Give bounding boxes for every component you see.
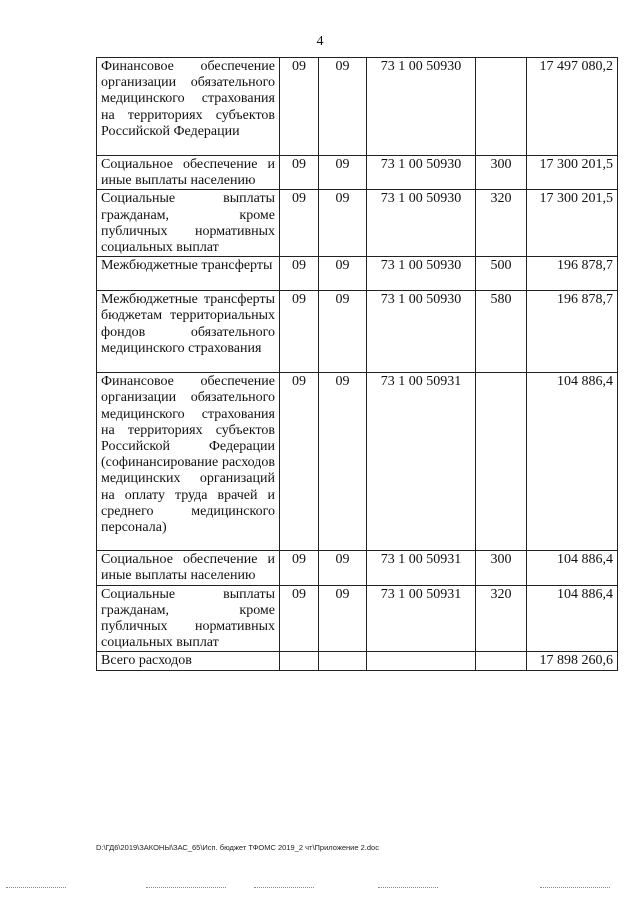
row-name-cell: Межбюджетные трансферты бюджетам территориальных фондов обязательного медицинского страхования xyxy=(97,291,280,373)
row-rz-cell: 09 xyxy=(280,585,319,652)
row-name-cell: Социальные выплаты гражданам, кроме публичных нормативных социальных выплат xyxy=(97,190,280,257)
row-pr-cell: 09 xyxy=(319,373,367,551)
row-pr-cell: 09 xyxy=(319,190,367,257)
row-csr-cell: 73 1 00 50931 xyxy=(367,373,476,551)
row-pr-cell: 09 xyxy=(319,58,367,156)
scan-artifact-line xyxy=(540,887,610,889)
row-pr-cell: 09 xyxy=(319,257,367,291)
scan-artifact-line xyxy=(378,887,438,889)
scan-artifact-line xyxy=(146,887,226,889)
row-rz-cell: 09 xyxy=(280,257,319,291)
table-body xyxy=(97,58,618,671)
row-vr-cell: 500 xyxy=(476,257,527,291)
row-vr-cell: 580 xyxy=(476,291,527,373)
table-row xyxy=(97,291,618,373)
table-row xyxy=(97,551,618,585)
row-name-cell: Социальные выплаты гражданам, кроме публичных нормативных социальных выплат xyxy=(97,585,280,652)
scan-artifact-line xyxy=(254,887,314,889)
row-rz-cell: 09 xyxy=(280,190,319,257)
table-row xyxy=(97,156,618,190)
expenditure-table xyxy=(96,57,618,671)
table-row xyxy=(97,190,618,257)
row-csr-cell: 73 1 00 50931 xyxy=(367,585,476,652)
row-sum-cell: 17 300 201,5 xyxy=(527,190,618,257)
row-sum-cell: 17 497 080,2 xyxy=(527,58,618,156)
row-vr-cell xyxy=(476,373,527,551)
row-pr-cell: 09 xyxy=(319,585,367,652)
total-empty-cell xyxy=(319,652,367,670)
row-name-cell: Межбюджетные трансферты xyxy=(97,257,280,291)
row-rz-cell: 09 xyxy=(280,551,319,585)
total-empty-cell xyxy=(367,652,476,670)
row-name-cell: Социальное обеспечение и иные выплаты населению xyxy=(97,156,280,190)
row-name-cell: Финансовое обеспечение организации обязательного медицинского страхования на территориях субъектов Российской Федерации xyxy=(97,58,280,156)
row-rz-cell: 09 xyxy=(280,291,319,373)
row-vr-cell: 320 xyxy=(476,585,527,652)
row-csr-cell: 73 1 00 50930 xyxy=(367,257,476,291)
table-row xyxy=(97,585,618,652)
total-empty-cell xyxy=(280,652,319,670)
row-pr-cell: 09 xyxy=(319,291,367,373)
row-vr-cell: 300 xyxy=(476,551,527,585)
total-empty-cell xyxy=(476,652,527,670)
row-name-cell: Социальное обеспечение и иные выплаты населению xyxy=(97,551,280,585)
row-rz-cell: 09 xyxy=(280,58,319,156)
row-sum-cell: 104 886,4 xyxy=(527,551,618,585)
table-total-row xyxy=(97,652,618,670)
table-row xyxy=(97,58,618,156)
row-sum-cell: 196 878,7 xyxy=(527,257,618,291)
table-row xyxy=(97,373,618,551)
row-sum-cell: 196 878,7 xyxy=(527,291,618,373)
row-vr-cell xyxy=(476,58,527,156)
row-csr-cell: 73 1 00 50930 xyxy=(367,291,476,373)
footer-file-path: D:\ГД6\2019\ЗАКОНЫ\ЗАС_65\Исп. бюджет ТФОМС 2019_2 чт\Приложение 2.doc xyxy=(96,843,379,852)
row-csr-cell: 73 1 00 50931 xyxy=(367,551,476,585)
page-number: 4 xyxy=(316,34,324,49)
row-vr-cell: 300 xyxy=(476,156,527,190)
row-csr-cell: 73 1 00 50930 xyxy=(367,190,476,257)
row-csr-cell: 73 1 00 50930 xyxy=(367,58,476,156)
scan-artifact-line xyxy=(6,887,66,889)
row-vr-cell: 320 xyxy=(476,190,527,257)
row-rz-cell: 09 xyxy=(280,156,319,190)
row-rz-cell: 09 xyxy=(280,373,319,551)
row-pr-cell: 09 xyxy=(319,156,367,190)
table-row xyxy=(97,257,618,291)
total-label-cell: Всего расходов xyxy=(97,652,280,670)
total-sum-cell: 17 898 260,6 xyxy=(527,652,618,670)
row-sum-cell: 104 886,4 xyxy=(527,585,618,652)
row-pr-cell: 09 xyxy=(319,551,367,585)
row-name-cell: Финансовое обеспечение организации обязательного медицинского страхования на территориях субъектов Российской Федерации (софинансирование расходов медицинских организаций на оплату труда врачей и среднего медицинского персонала) xyxy=(97,373,280,551)
row-sum-cell: 17 300 201,5 xyxy=(527,156,618,190)
row-sum-cell: 104 886,4 xyxy=(527,373,618,551)
row-csr-cell: 73 1 00 50930 xyxy=(367,156,476,190)
